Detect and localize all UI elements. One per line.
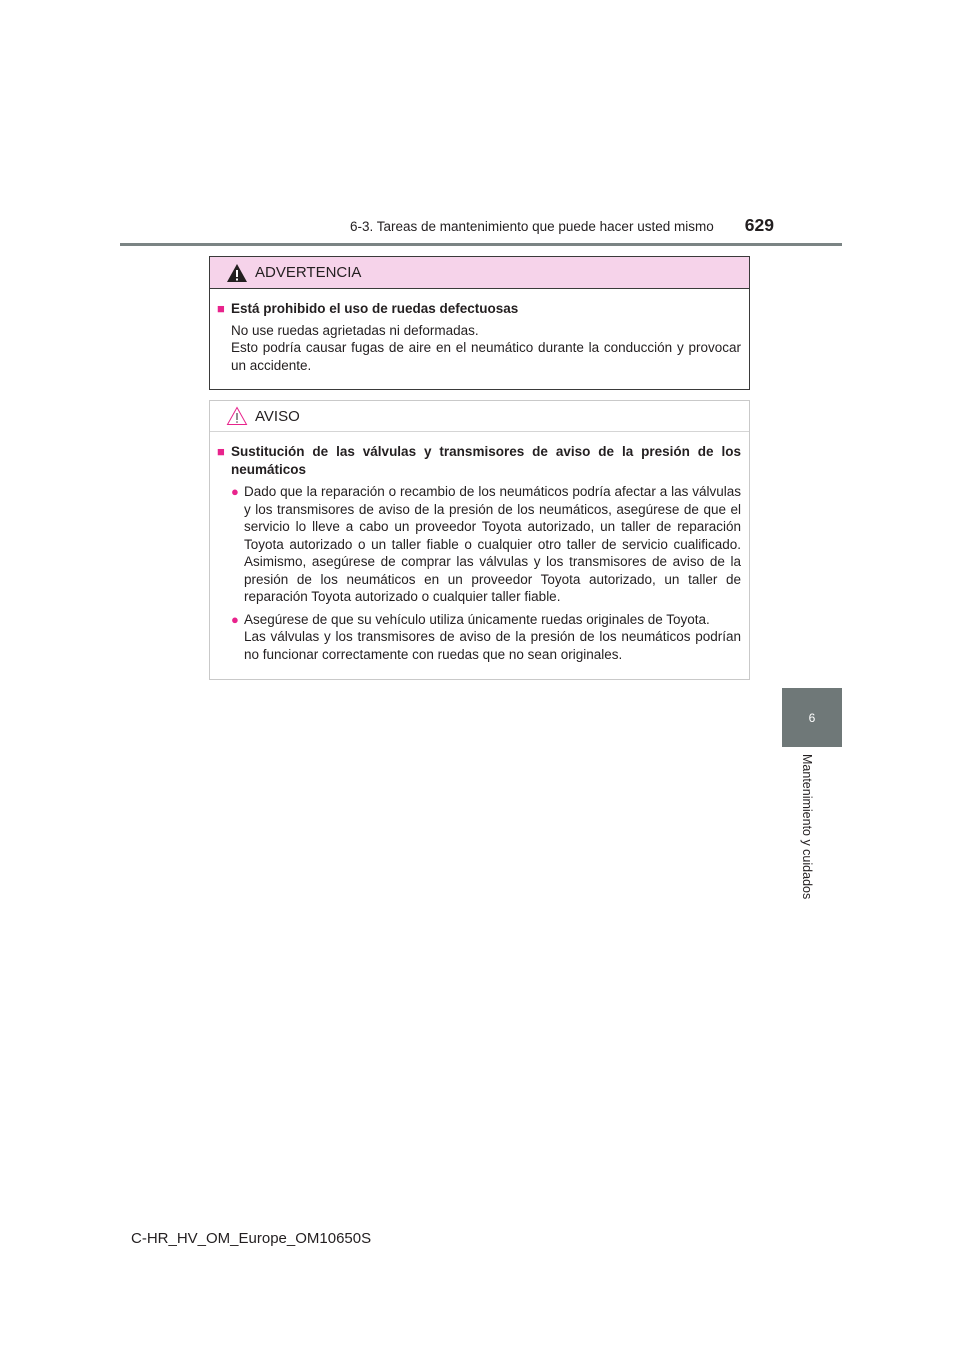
warning-heading-text: Está prohibido el uso de ruedas defectuosas xyxy=(231,301,519,316)
notice-bullet-2 xyxy=(217,611,741,664)
header-rule xyxy=(120,243,842,246)
warning-body xyxy=(210,289,749,374)
warning-line-1: No use ruedas agrietadas ni deformadas. xyxy=(231,322,479,338)
notice-heading-text: Sustitución de las válvulas y transmisores de aviso de la presión de los neumáticos xyxy=(231,444,741,477)
section-title: 6-3. Tareas de mantenimiento que puede hacer usted mismo xyxy=(350,219,714,234)
warning-heading xyxy=(217,300,741,318)
chapter-number: 6 xyxy=(808,710,816,725)
warning-box xyxy=(209,256,750,390)
notice-bullet-1 xyxy=(217,483,741,606)
notice-box-header xyxy=(210,401,749,432)
warning-box-header xyxy=(210,257,749,289)
footer-doc-code: C-HR_HV_OM_Europe_OM10650S xyxy=(131,1230,372,1247)
circle-bullet-icon: ● xyxy=(231,484,239,499)
circle-bullet-icon: ● xyxy=(231,611,239,627)
notice-bullet-2-content xyxy=(244,611,741,664)
warning-title: ADVERTENCIA xyxy=(255,264,362,281)
notice-bullet-2-text-2: Las válvulas y los transmisores de aviso de la presión de los neumáticos podrían no funcionar correctamente con ruedas que no sean originales. xyxy=(244,629,741,662)
chapter-label: Mantenimiento y cuidados xyxy=(800,754,814,900)
notice-heading xyxy=(217,443,741,478)
warning-triangle-outline-icon xyxy=(226,406,248,426)
warning-line-2: Esto podría causar fugas de aire en el neumático durante la conducción y provocar un accidente. xyxy=(231,340,741,373)
warning-triangle-filled-icon xyxy=(226,263,248,283)
chapter-tab[interactable] xyxy=(782,688,842,747)
square-bullet-icon: ■ xyxy=(217,444,225,459)
notice-title: AVISO xyxy=(255,407,300,425)
page-number: 629 xyxy=(744,215,774,235)
square-bullet-icon: ■ xyxy=(217,301,225,316)
notice-box xyxy=(209,400,750,680)
notice-body xyxy=(210,432,749,663)
notice-bullet-2-text: Asegúrese de que su vehículo utiliza únicamente ruedas originales de Toyota. xyxy=(244,611,710,627)
notice-bullet-1-text: Dado que la reparación o recambio de los neumáticos podría afectar a las válvulas y los transmisores de aviso de la presión de los neumáticos, asegúrese de que el servicio lo lleve a cabo un proveedor Toyota autorizado, un taller de reparación Toyota autorizado o un taller fiable o cualquier otro taller de servicio cualificado. Asimismo, asegúrese de comprar las válvulas y los transmisores de aviso de la presión de los neumáticos en un proveedor Toyota autorizado, un taller de reparación Toyota autorizado o cualquier taller fiable. xyxy=(244,484,741,604)
